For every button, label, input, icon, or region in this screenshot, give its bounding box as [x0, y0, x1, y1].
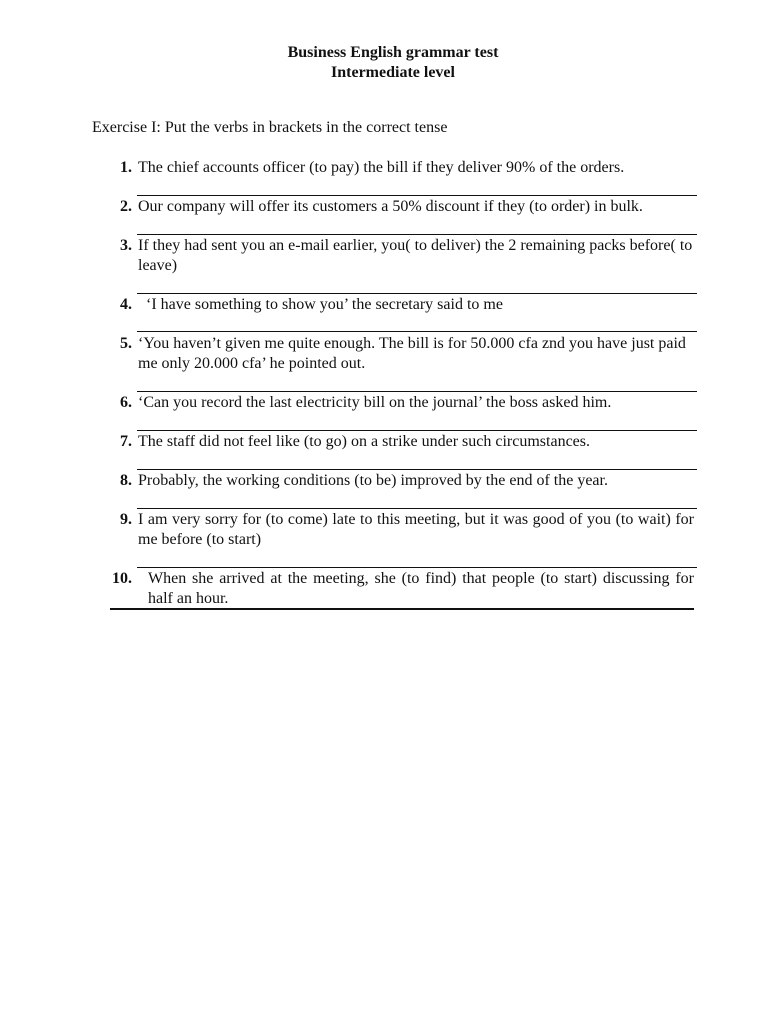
question-text: ‘I have something to show you’ the secretary said to me: [138, 296, 503, 313]
answer-line[interactable]: [137, 195, 697, 196]
answer-line[interactable]: [137, 430, 697, 431]
question-text: The chief accounts officer (to pay) the bill if they deliver 90% of the orders.: [138, 159, 625, 176]
answer-line[interactable]: [137, 331, 697, 332]
answer-line[interactable]: [137, 567, 697, 568]
answer-line[interactable]: [137, 469, 697, 470]
question-text: Our company will offer its customers a 50% discount if they (to order) in bulk.: [138, 198, 643, 215]
question-text: If they had sent you an e-mail earlier, you( to deliver) the 2 remaining packs before( to leave): [138, 237, 693, 274]
question-number: 3.: [120, 237, 132, 254]
question-text: The staff did not feel like (to go) on a strike under such circumstances.: [138, 433, 591, 450]
question-number: 6.: [120, 394, 132, 411]
question-number: 4.: [120, 296, 132, 313]
question-number: 1.: [120, 159, 132, 176]
document-subtitle: Intermediate level: [331, 64, 455, 81]
question-text: I am very sorry for (to come) late to this meeting, but it was good of you (to wait) for me before (to start): [138, 511, 694, 548]
question-text: ‘Can you record the last electricity bill on the journal’ the boss asked him.: [138, 394, 612, 411]
question-number: 8.: [120, 472, 132, 489]
question-number: 10.: [112, 570, 132, 587]
question-text: Probably, the working conditions (to be) improved by the end of the year.: [138, 472, 608, 489]
exercise-instruction: Exercise I: Put the verbs in brackets in the correct tense: [92, 119, 448, 136]
answer-line[interactable]: [137, 234, 697, 235]
question-text: When she arrived at the meeting, she (to find) that people (to start) discussing for half an hour.: [148, 570, 694, 607]
answer-line[interactable]: [110, 608, 694, 610]
answer-line[interactable]: [137, 391, 697, 392]
question-number: 7.: [120, 433, 132, 450]
document-title: Business English grammar test: [287, 44, 499, 61]
answer-line[interactable]: [137, 508, 697, 509]
question-text: ‘You haven’t given me quite enough. The bill is for 50.000 cfa znd you have just paid me only 20.000 cfa’ he pointed out.: [138, 335, 686, 372]
question-number: 2.: [120, 198, 132, 215]
question-number: 5.: [120, 335, 132, 352]
answer-line[interactable]: [137, 293, 697, 294]
question-number: 9.: [120, 511, 132, 528]
